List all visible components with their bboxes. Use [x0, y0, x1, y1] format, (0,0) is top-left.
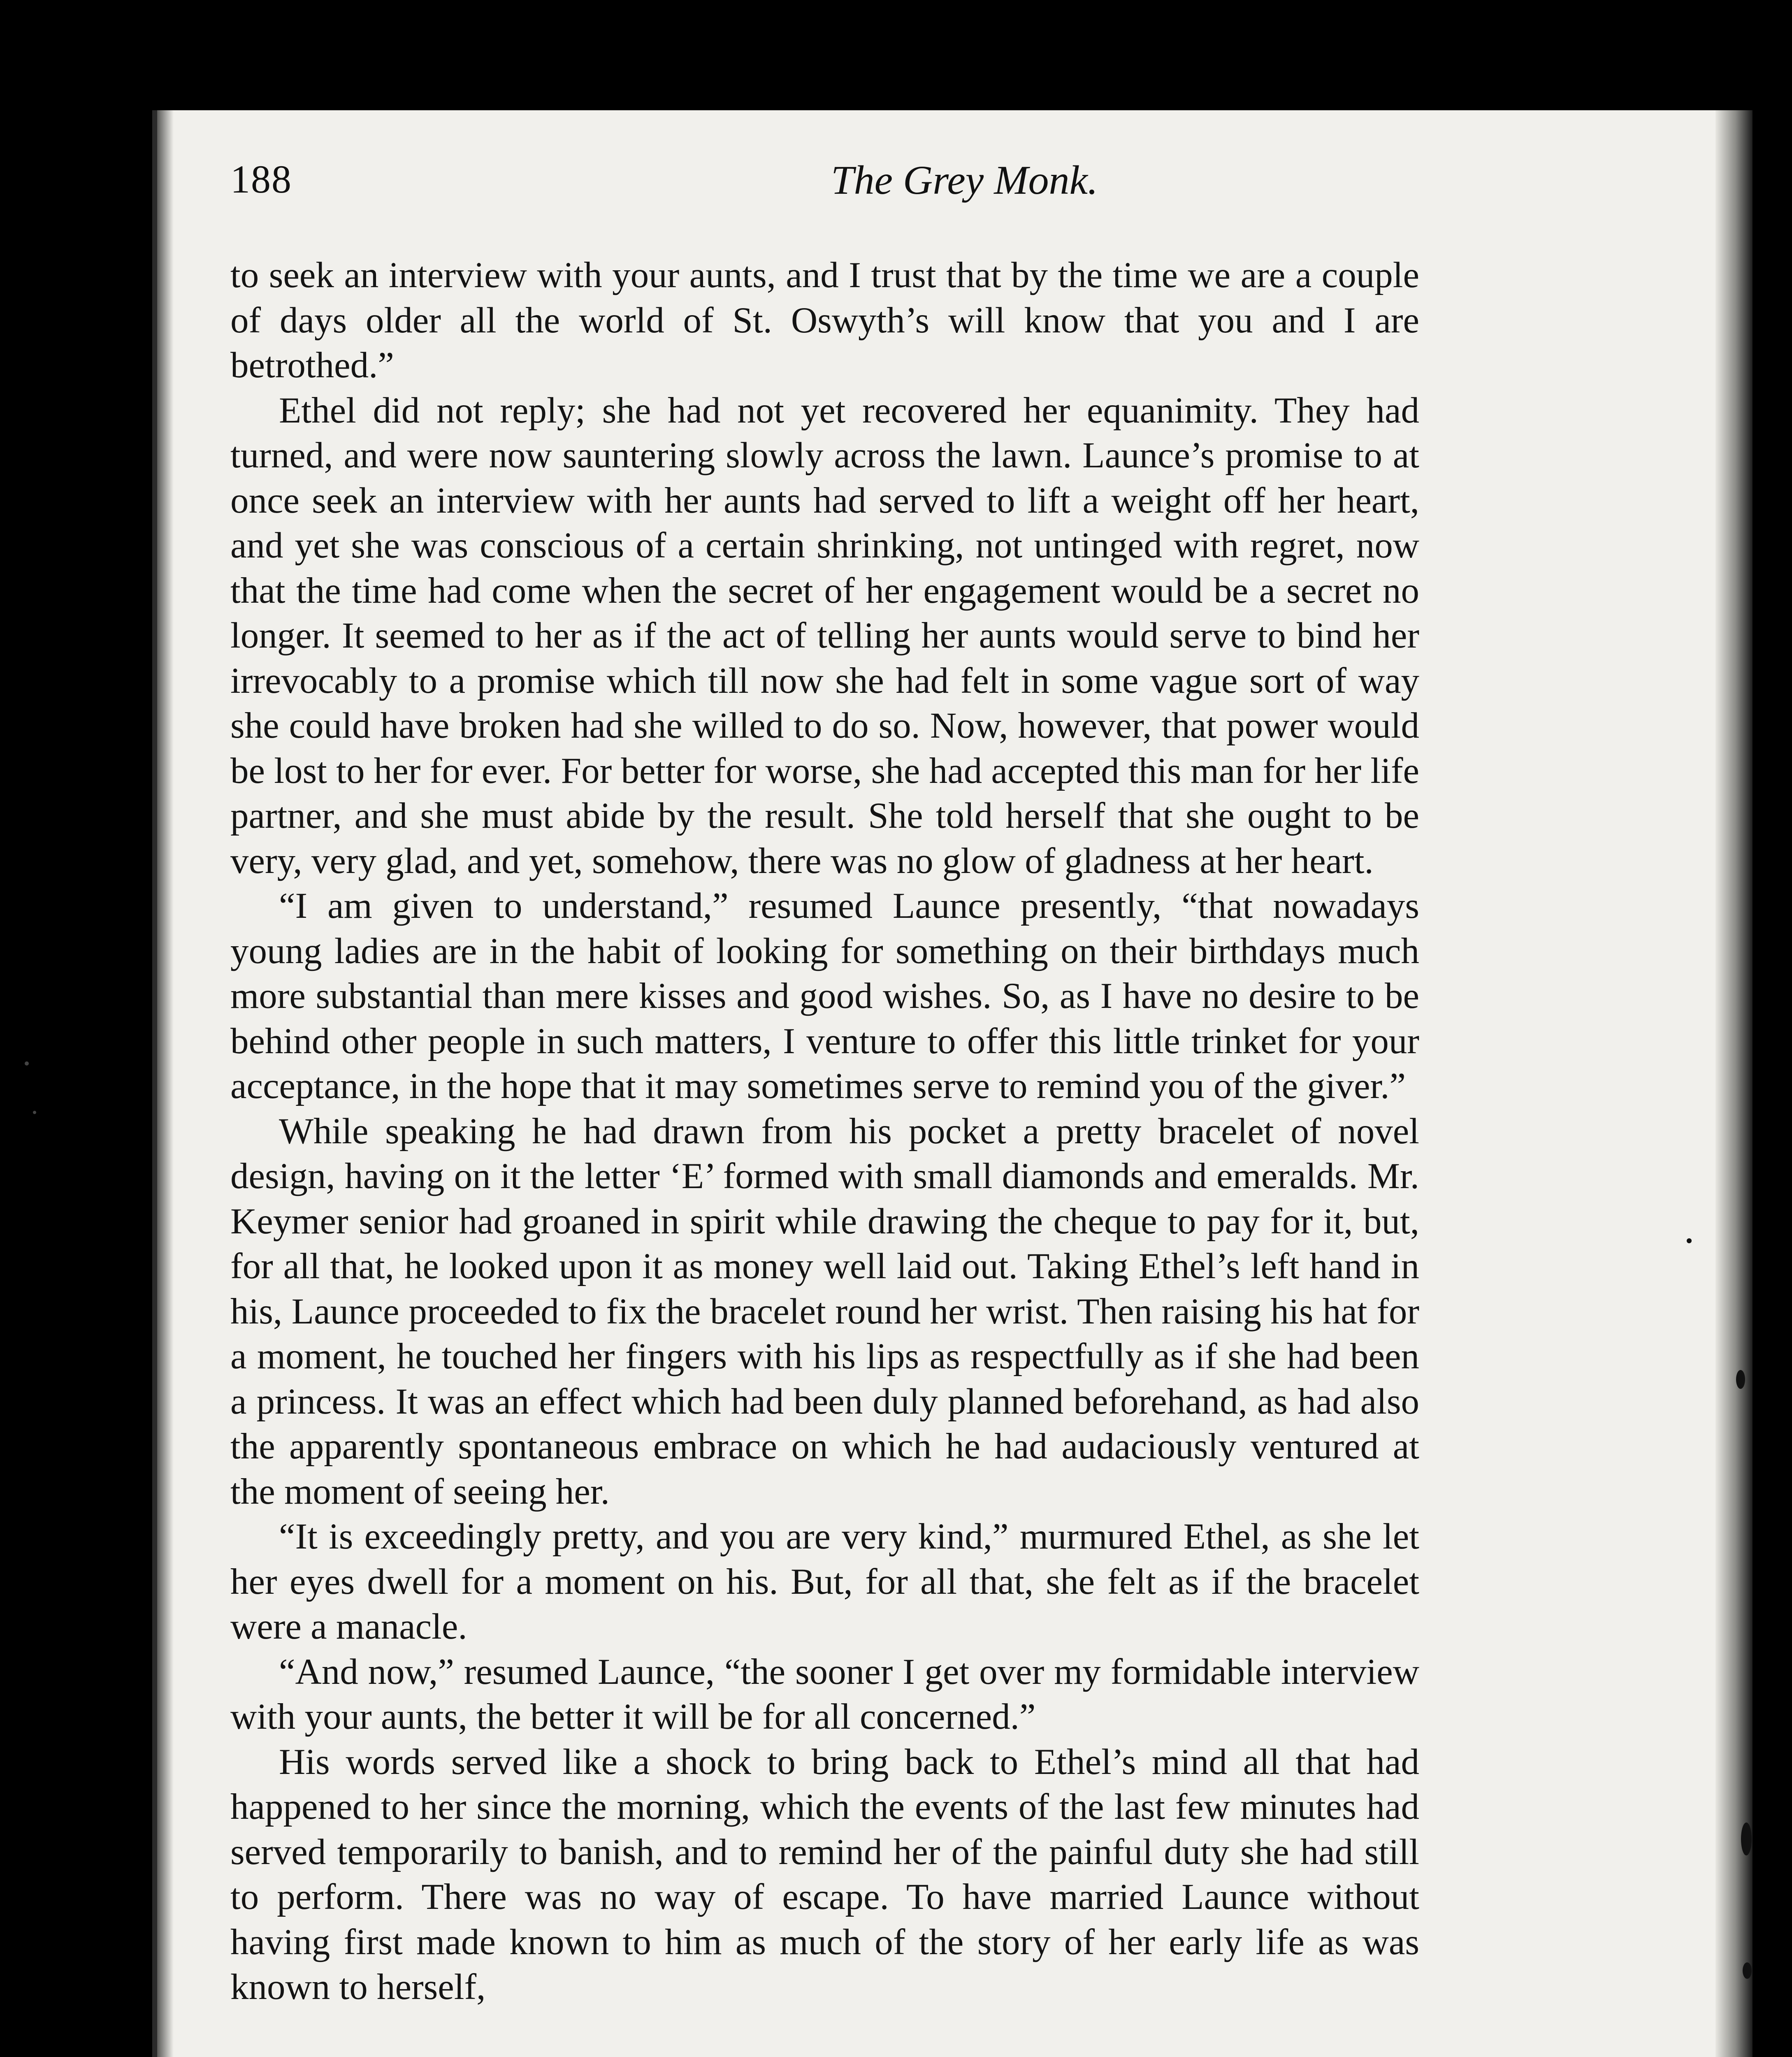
paragraph: “And now,” resumed Launce, “the sooner I get over my formidable interview with your aunts, the better it will be for all concerned.”	[230, 1651, 1419, 1737]
paragraph: “It is exceedingly pretty, and you are very kind,” murmured Ethel, as she let her eyes dwell for a moment on his. But, for all that, she felt as if the bracelet were a manacle.	[230, 1516, 1419, 1647]
scan-speck	[1741, 1823, 1752, 1855]
scan-speck	[1687, 1238, 1692, 1243]
running-head	[230, 156, 1588, 239]
scan-speck	[1736, 1370, 1745, 1389]
running-title: The Grey Monk.	[831, 157, 1098, 203]
page-edge-shadow	[1715, 110, 1753, 2057]
scan-speck	[25, 1061, 29, 1066]
paragraph: His words served like a shock to bring back to Ethel’s mind all that had happened to her since the morning, which the events of the last few minutes had served temporarily to banish, and to remind her of the painful duty she had still to perform. There was no way of escape. To have married Launce without having first made known to him as much of the story of her early life as was known to herself,	[230, 1741, 1419, 2007]
paragraph: to seek an interview with your aunts, and I trust that by the time we are a couple of days older all the world of St. Oswyth’s will know that you and I are betrothed.”	[230, 255, 1419, 385]
paragraph: “I am given to understand,” resumed Launce presently, “that nowadays young ladies are in the habit of looking for something on their birthdays much more substantial than mere kisses and good wishes. So, as I have no desire to be behind other people in such matters, I venture to offer this little trinket for your acceptance, in the hope that it may sometimes serve to remind you of the giver.”	[230, 886, 1419, 1106]
scan-speck	[1743, 1962, 1752, 1979]
scan-speck	[33, 1111, 36, 1114]
gutter-shadow	[157, 110, 174, 2057]
paragraph: Ethel did not reply; she had not yet recovered her equanimity. They had turned, and were now sauntering slowly across the lawn. Launce’s promise to at once seek an interview with her aunts had served to lift a weight off her heart, and yet she was conscious of a certain shrinking, not untinged with regret, now that the time had come when the secret of her engagement would be a secret no longer. It seemed to her as if the act of telling her aunts would serve to bind her irrevocably to a promise which till now she had felt in some vague sort of way she could have broken had she willed to do so. Now, however, that power would be lost to her for ever. For better for worse, she had accepted this man for her life partner, and she must abide by the result. She told herself that she ought to be very, very glad, and yet, somehow, there was no glow of gladness at her heart.	[230, 390, 1419, 881]
paragraph: While speaking he had drawn from his pocket a pretty bracelet of novel design, having on it the letter ‘E’ formed with small diamonds and emeralds. Mr. Keymer senior had groaned in spirit while drawing the cheque to pay for it, but, for all that, he looked upon it as money well laid out. Taking Ethel’s left hand in his, Launce proceeded to fix the bracelet round her wrist. Then raising his hat for a moment, he touched her fingers with his lips as respectfully as if she had been a princess. It was an effect which had been duly planned beforehand, as had also the apparently spontaneous embrace on which he had audaciously ventured at the moment of seeing her.	[230, 1111, 1419, 1512]
body-text	[230, 253, 1419, 2010]
page-number: 188	[230, 157, 292, 201]
